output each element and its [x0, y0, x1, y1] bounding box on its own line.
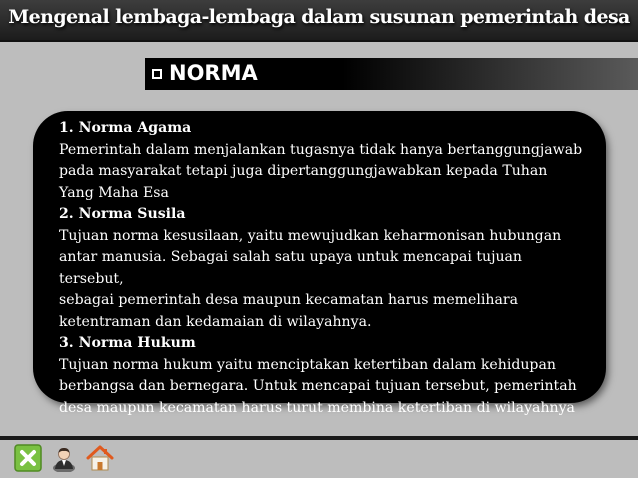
norma-hukum-line: Tujuan norma hukum yaitu menciptakan ketertiban dalam kehidupan	[59, 356, 556, 373]
square-bullet-icon	[152, 69, 162, 79]
norma-hukum-heading: 3. Norma Hukum	[59, 335, 196, 351]
norma-susila-line: antar manusia. Sebagai salah satu upaya untuk mencapai tujuan tersebut,	[59, 249, 522, 287]
section-title: NORMA	[169, 61, 258, 85]
norma-susila-line: ketentraman dan kedamaian di wilayahnya.	[59, 313, 372, 330]
content-box	[34, 112, 605, 416]
footer-nav	[14, 444, 114, 472]
home-icon[interactable]	[86, 444, 114, 472]
norma-agama-line: Yang Maha Esa	[59, 184, 169, 201]
norma-hukum-line: desa maupun kecamatan harus turut membina ketertiban di wilayahnya	[59, 399, 575, 416]
section-header	[145, 58, 638, 90]
norma-susila-heading: 2. Norma Susila	[59, 206, 186, 222]
user-icon[interactable]	[50, 444, 78, 472]
norma-susila-line: Tujuan norma kesusilaan, yaitu mewujudkan keharmonisan hubungan	[59, 227, 562, 244]
norma-agama-line: pada masyarakat tetapi juga dipertanggungjawabkan kepada Tuhan	[59, 163, 548, 179]
title-bar	[0, 0, 638, 42]
close-icon[interactable]	[14, 444, 42, 472]
norma-agama-line: Pemerintah dalam menjalankan tugasnya tidak hanya bertanggungjawab	[59, 141, 583, 158]
footer-divider	[0, 436, 638, 440]
norma-hukum-line: berbangsa dan bernegara. Untuk mencapai tujuan tersebut, pemerintah	[59, 378, 577, 394]
norma-susila-line: sebagai pemerintah desa maupun kecamatan harus memelihara	[59, 292, 519, 308]
page-title: Mengenal lembaga-lembaga dalam susunan pemerintah desa	[8, 6, 630, 28]
norma-agama-heading: 1. Norma Agama	[59, 120, 192, 136]
